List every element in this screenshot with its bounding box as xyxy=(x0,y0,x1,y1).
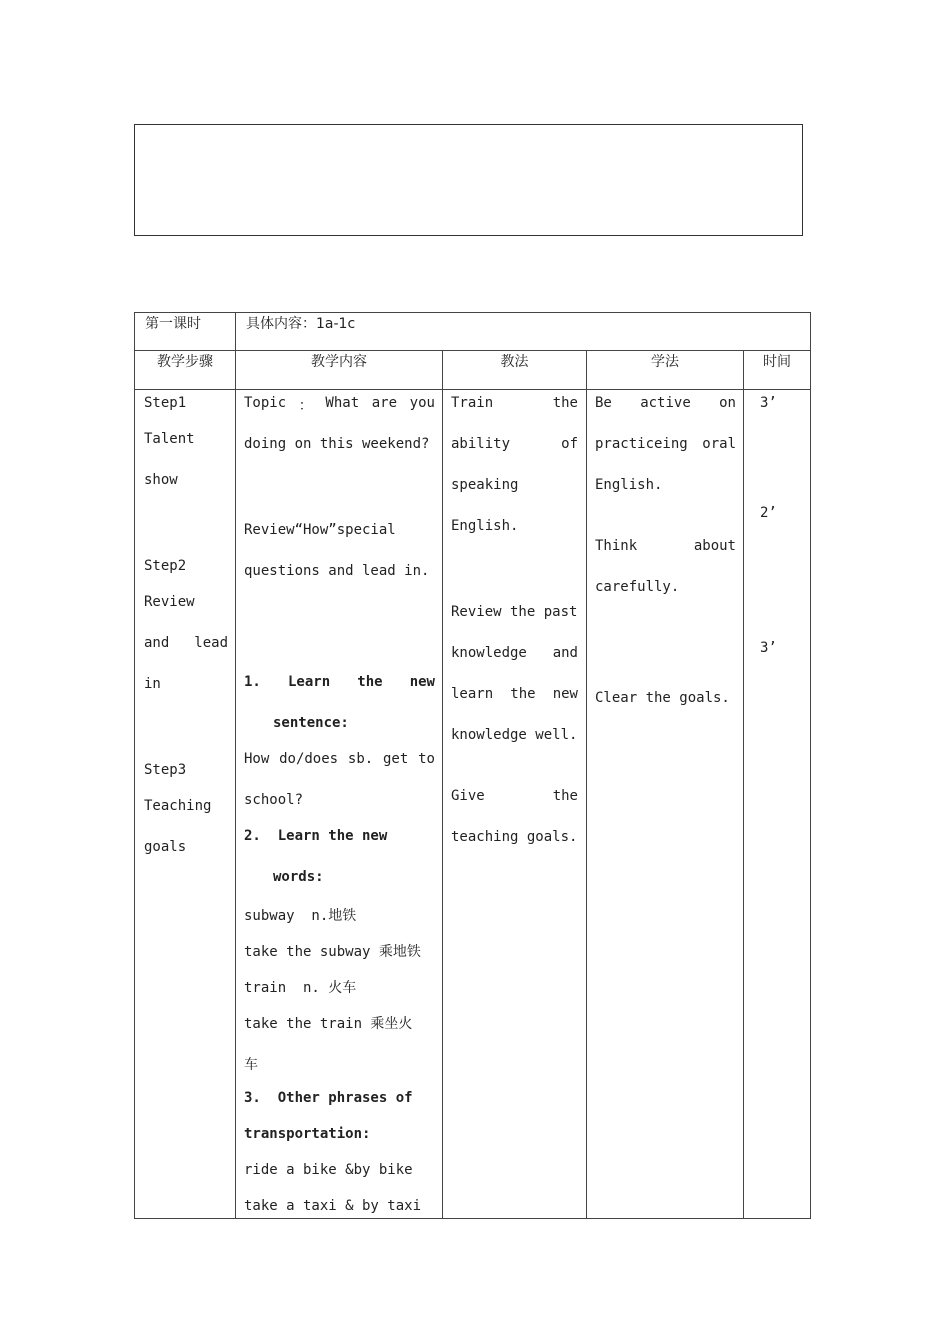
teaching-line: teaching goals. xyxy=(451,829,578,845)
body-row xyxy=(135,390,811,1219)
steps-cell xyxy=(135,390,236,1219)
header-content: 教学内容 xyxy=(236,351,443,390)
step-text: Teaching xyxy=(144,798,212,814)
word-line: train n. 火车 xyxy=(244,980,357,996)
review-line-2: questions and lead in. xyxy=(244,563,430,579)
teaching-line: ability of xyxy=(451,436,578,452)
content-cell xyxy=(236,313,811,351)
word-line: 车 xyxy=(244,1057,258,1073)
step-text: and lead xyxy=(144,635,228,651)
content-body-cell xyxy=(236,390,443,1219)
header-row xyxy=(135,351,811,390)
header-steps: 教学步骤 xyxy=(135,351,236,390)
time-value: 2’ xyxy=(760,505,777,521)
time-value: 3’ xyxy=(760,640,777,656)
sentence-line: How do/does sb. get to xyxy=(244,751,435,767)
header-learning-method: 学法 xyxy=(587,351,744,390)
time-value: 3’ xyxy=(760,395,777,411)
step-label: Step1 xyxy=(144,395,187,411)
step-label: Step3 xyxy=(144,762,187,778)
period-cell xyxy=(135,313,236,351)
topic-line: Topic ： What are you xyxy=(244,395,435,414)
header-time: 时间 xyxy=(744,351,811,390)
teaching-line: Give the xyxy=(451,788,578,804)
lesson-info-row xyxy=(135,313,811,351)
learning-method-cell xyxy=(587,390,744,1219)
header-teaching-method: 教法 xyxy=(443,351,587,390)
word-line: take the train 乘坐火 xyxy=(244,1016,413,1032)
word-line: subway n.地铁 xyxy=(244,908,357,924)
step-text: Talent xyxy=(144,431,195,447)
teaching-method-cell xyxy=(443,390,587,1219)
heading-3-cont: transportation: xyxy=(244,1126,371,1142)
teaching-line: Train the xyxy=(451,395,578,411)
topic-line-2: doing on this weekend? xyxy=(244,436,430,452)
learning-line: English. xyxy=(595,477,663,493)
review-line: Review“How”special xyxy=(244,522,396,538)
step-text: Review xyxy=(144,594,195,610)
teaching-line: knowledge and xyxy=(451,645,578,661)
teaching-line: speaking xyxy=(451,477,519,493)
teaching-line: knowledge well. xyxy=(451,727,578,743)
learning-line: Be active on xyxy=(595,395,736,411)
step-text: in xyxy=(144,676,161,692)
learning-line: practiceing oral xyxy=(595,436,736,452)
lesson-plan-table xyxy=(134,312,811,1219)
period-label: 第一课时 xyxy=(145,316,201,332)
learning-line: Think about xyxy=(595,538,736,554)
heading-1: 1. Learn the new xyxy=(244,674,435,690)
phrase-line: ride a bike &by bike xyxy=(244,1162,413,1178)
step-text: show xyxy=(144,472,178,488)
phrase-line: take a taxi & by taxi xyxy=(244,1198,422,1214)
teaching-line: Review the past xyxy=(451,604,578,620)
empty-header-box xyxy=(134,124,803,236)
learning-line: carefully. xyxy=(595,579,680,595)
word-line: take the subway 乘地铁 xyxy=(244,944,421,960)
teaching-line: learn the new xyxy=(451,686,578,702)
heading-1-cont: sentence: xyxy=(273,715,349,731)
step-label: Step2 xyxy=(144,558,187,574)
content-label: 具体内容：1a-1c xyxy=(246,316,356,332)
heading-3: 3. Other phrases of xyxy=(244,1090,413,1106)
heading-2: 2. Learn the new xyxy=(244,828,388,844)
learning-line: Clear the goals. xyxy=(595,690,730,706)
sentence-line-2: school? xyxy=(244,792,304,808)
step-text: goals xyxy=(144,839,187,855)
heading-2-cont: words: xyxy=(273,869,324,885)
time-cell xyxy=(744,390,811,1219)
teaching-line: English. xyxy=(451,518,519,534)
